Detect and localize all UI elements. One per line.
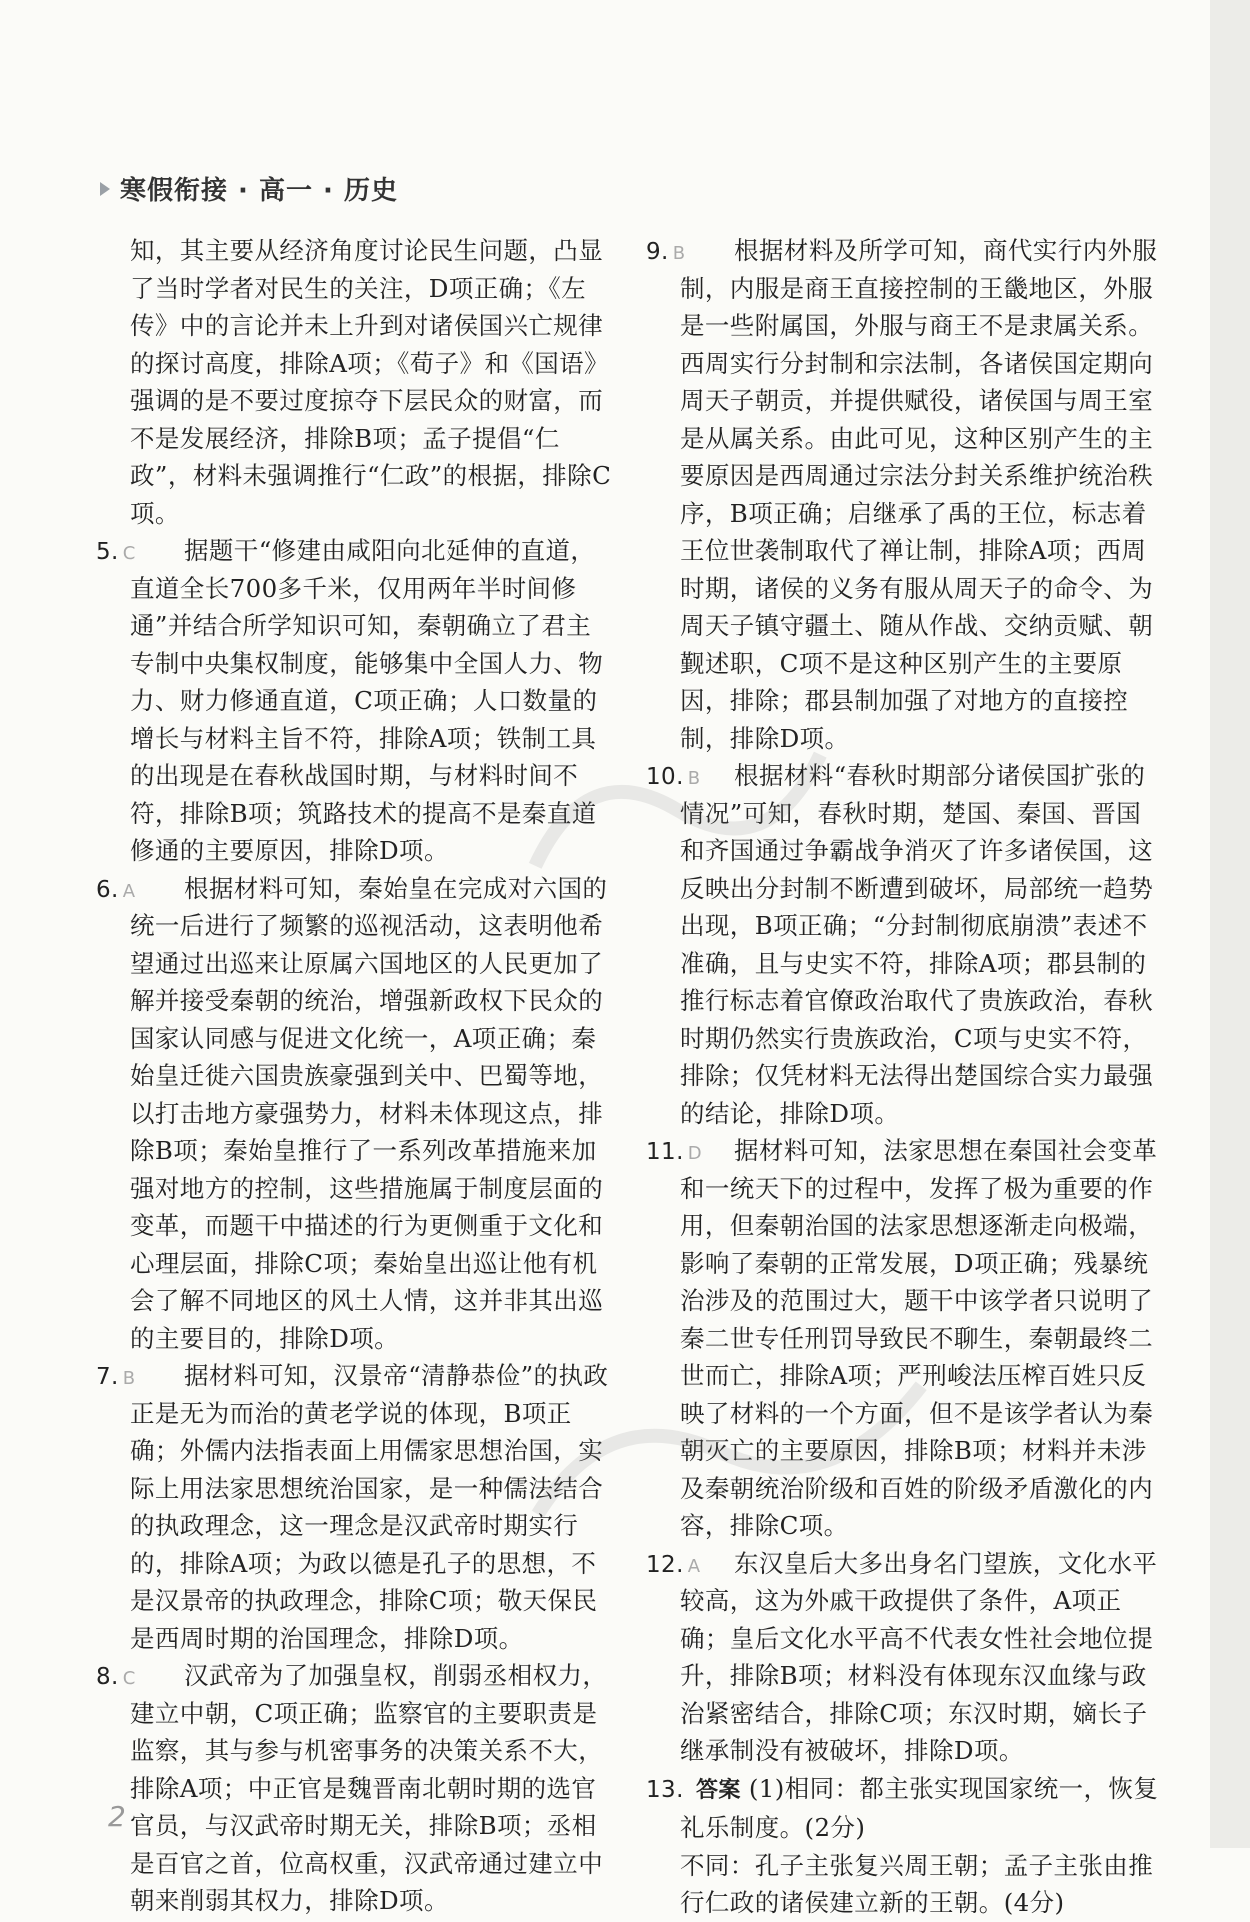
item-number: 10. xyxy=(646,764,684,790)
item-answer-letter: A xyxy=(122,880,136,902)
page-header xyxy=(100,170,398,207)
item-number: 5. xyxy=(96,539,119,565)
header-title: 寒假衔接 · 高一 · 历史 xyxy=(120,176,398,206)
item-answer-letter: A xyxy=(687,1555,701,1577)
right-column xyxy=(646,232,1160,1922)
item-number: 9. xyxy=(646,239,669,265)
item-explanation: 据材料可知，汉景帝“清静恭俭”的执政正是无为而治的黄老学说的体现，B项正确；外儒内法指表面上用儒家思想治国，实际上用法家思想统治国家，是一种儒法结合的执政理念，这一理念是汉武帝时期实行的，排除A项；为政以德是孔子的思想，不是汉景帝的执政理念，排除C项；敬天保民是西周时期的治国理念，排除D项。 xyxy=(130,1361,609,1653)
item-explanation: 据材料可知，法家思想在秦国社会变革和一统天下的过程中，发挥了极为重要的作用，但秦朝治国的法家思想逐渐走向极端，影响了秦朝的正常发展，D项正确；残暴统治涉及的范围过大，题干中该学者只说明了秦二世专任刑罚导致民不聊生，秦朝最终二世而亡，排除A项；严刑峻法压榨百姓只反映了材料的一个方面，但不是该学者认为秦朝灭亡的主要原因，排除B项；材料并未涉及秦朝统治阶级和百姓的阶级矛盾激化的内容，排除C项。 xyxy=(680,1136,1158,1540)
item-number: 8. xyxy=(96,1664,119,1690)
answer-item-12 xyxy=(646,1545,1160,1770)
answer-item-4-continued: 知，其主要从经济角度讨论民生问题，凸显了当时学者对民生的关注，D项正确；《左传》中的言论并未上升到对诸侯国兴亡规律的探讨高度，排除A项；《荀子》和《国语》强调的是不要过度掠夺下层民众的财富，而不是发展经济，排除B项；孟子提倡“仁政”，材料未强调推行“仁政”的根据，排除C项。 xyxy=(130,236,612,528)
item-explanation: 根据材料“春秋时期部分诸侯国扩张的情况”可知，春秋时期，楚国、秦国、晋国和齐国通过争霸战争消灭了许多诸侯国，这反映出分封制不断遭到破坏，局部统一趋势出现，B项正确；“分封制彻底崩溃”表述不准确，且与史实不符，排除A项；郡县制的推行标志着官僚政治取代了贵族政治，春秋时期仍然实行贵族政治，C项与史实不符，排除；仅凭材料无法得出楚国综合实力最强的结论，排除D项。 xyxy=(680,761,1154,1128)
item-answer-letter: C xyxy=(122,1668,136,1689)
page-number: 2 xyxy=(108,1800,126,1833)
item-answer-letter: B xyxy=(672,243,686,264)
answer-part-1: (1)相同：都主张实现国家统一，恢复礼乐制度。(2分) xyxy=(680,1773,1159,1842)
answer-item-8 xyxy=(96,1657,616,1920)
item-answer-letter: C xyxy=(122,543,136,564)
item-explanation: 汉武帝为了加强皇权，削弱丞相权力，建立中朝，C项正确；监察官的主要职责是监察，其与参与机密事务的决策关系不大，排除A项；中正官是魏晋南北朝时期的选官官员，与汉武帝时期无关，排除B项；丞相是百官之首，位高权重，汉武帝通过建立中朝来削弱其权力，排除D项。 xyxy=(130,1661,608,1915)
answer-item-13 xyxy=(646,1770,1160,1922)
item-explanation: 东汉皇后大多出身名门望族，文化水平较高，这为外戚干政提供了条件，A项正确；皇后文化水平高不代表女性社会地位提升，排除B项；材料没有体现东汉血缘与政治紧密结合，排除C项；东汉时期，嫡长子继承制没有被破坏，排除D项。 xyxy=(680,1548,1158,1765)
item-number: 12. xyxy=(646,1551,684,1578)
item-number: 6. xyxy=(96,876,119,903)
header-arrow-icon xyxy=(100,182,110,196)
left-column xyxy=(96,232,616,1920)
item-explanation: 根据材料可知，秦始皇在完成对六国的统一后进行了频繁的巡视活动，这表明他希望通过出巡来让原属六国地区的人民更加了解并接受秦朝的统治，增强新政权下民众的国家认同感与促进文化统一，A项正确；秦始皇迁徙六国贵族豪强到关中、巴蜀等地，以打击地方豪强势力，材料未体现这点，排除B项；秦始皇推行了一系列改革措施来加强对地方的控制，这些措施属于制度层面的变革，而题干中描述的行为更侧重于文化和心理层面，排除C项；秦始皇出巡让他有机会了解不同地区的风土人情，这并非其出巡的主要目的，排除D项。 xyxy=(130,873,608,1353)
answer-item-9 xyxy=(646,232,1160,757)
answer-item-7 xyxy=(96,1357,616,1657)
item-answer-letter: D xyxy=(687,1143,703,1164)
item-explanation: 据题干“修建由咸阳向北延伸的直道，直道全长700多千米，仅用两年半时间修通”并结合所学知识可知，秦朝确立了君主专制中央集权制度，能够集中全国人力、物力、财力修通直道，C项正确；人口数量的增长与材料主旨不符，排除A项；铁制工具的出现是在春秋战国时期，与材料时间不符，排除B项；筑路技术的提高不是秦直道修通的主要原因，排除D项。 xyxy=(130,536,604,865)
answer-item-5 xyxy=(96,532,616,870)
item-answer-letter: B xyxy=(687,768,701,789)
answer-item-11 xyxy=(646,1132,1160,1545)
item-number: 7. xyxy=(96,1364,119,1390)
item-answer-letter: B xyxy=(122,1368,136,1389)
page-edge-shadow xyxy=(1210,0,1250,1848)
answer-item-6 xyxy=(96,870,616,1358)
answer-part-2: 不同：孔子主张复兴周王朝；孟子主张由推行仁政的诸侯建立新的王朝。(4分) xyxy=(680,1850,1154,1917)
answer-tag: 答案 xyxy=(696,1777,741,1803)
item-number: 11. xyxy=(646,1139,684,1165)
item-explanation: 根据材料及所学可知，商代实行内外服制，内服是商王直接控制的王畿地区，外服是一些附属国，外服与商王不是隶属关系。西周实行分封制和宗法制，各诸侯国定期向周天子朝贡，并提供赋役，诸侯国与周王室是从属关系。由此可见，这种区别产生的主要原因是西周通过宗法分封关系维护统治秩序，B项正确；启继承了禹的王位，标志着王位世袭制取代了禅让制，排除A项；西周时期，诸侯的义务有服从周天子的命令、为周天子镇守疆土、随从作战、交纳贡赋、朝觐述职，C项不是这种区别产生的主要原因，排除；郡县制加强了对地方的直接控制，排除D项。 xyxy=(680,236,1158,753)
item-number: 13. xyxy=(646,1776,684,1803)
answer-item-10 xyxy=(646,757,1160,1132)
